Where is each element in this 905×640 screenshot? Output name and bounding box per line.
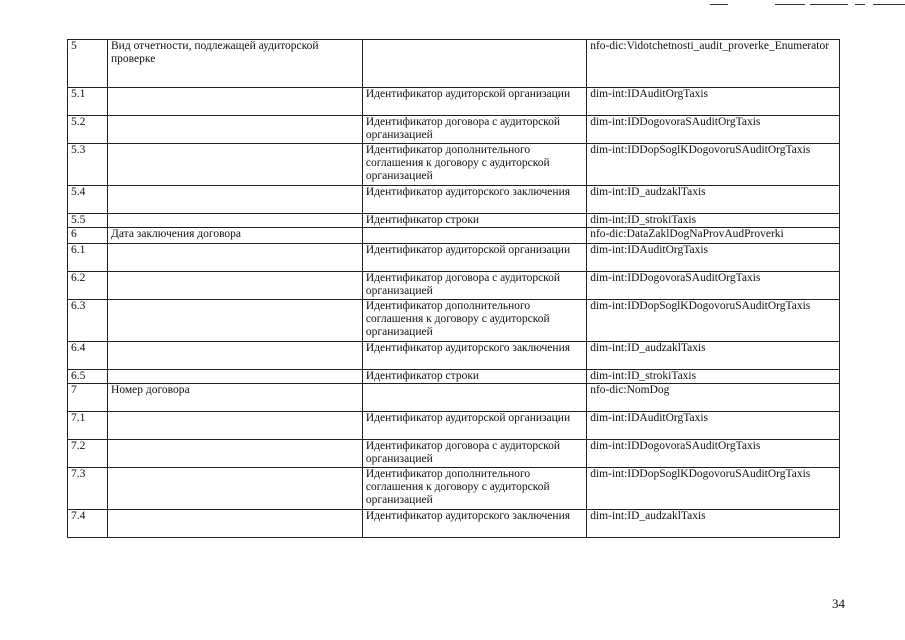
- row-dimension-name: Идентификатор дополнительного соглашения к договору с аудиторской организацией: [362, 144, 586, 186]
- taxonomy-table: [67, 39, 840, 538]
- row-element-code: dim-int:IDAuditOrgTaxis: [587, 412, 840, 440]
- row-number: 6.5: [68, 370, 108, 384]
- row-element-code: dim-int:IDDopSoglKDogovoruSAuditOrgTaxis: [587, 468, 840, 510]
- table-row: [68, 40, 840, 88]
- row-indicator-name: [108, 342, 363, 370]
- row-number: 6.3: [68, 300, 108, 342]
- row-indicator-name: [108, 214, 363, 228]
- row-dimension-name: Идентификатор аудиторского заключения: [362, 510, 586, 538]
- table-row: [68, 300, 840, 342]
- row-indicator-name: [108, 244, 363, 272]
- scan-edge-marks: [705, 0, 905, 8]
- row-indicator-name: [108, 300, 363, 342]
- row-dimension-name: Идентификатор договора с аудиторской организацией: [362, 440, 586, 468]
- row-element-code: dim-int:IDAuditOrgTaxis: [587, 244, 840, 272]
- row-dimension-name: Идентификатор аудиторской организации: [362, 88, 586, 116]
- table-row: [68, 510, 840, 538]
- table-row: [68, 214, 840, 228]
- row-dimension-name: [362, 228, 586, 244]
- row-dimension-name: Идентификатор строки: [362, 370, 586, 384]
- table-row: [68, 244, 840, 272]
- page-number: 34: [832, 596, 845, 611]
- row-number: 7.4: [68, 510, 108, 538]
- row-dimension-name: Идентификатор аудиторской организации: [362, 412, 586, 440]
- row-number: 5.1: [68, 88, 108, 116]
- row-dimension-name: Идентификатор дополнительного соглашения к договору с аудиторской организацией: [362, 468, 586, 510]
- row-dimension-name: Идентификатор аудиторского заключения: [362, 186, 586, 214]
- table-row: [68, 342, 840, 370]
- row-element-code: dim-int:IDDopSoglKDogovoruSAuditOrgTaxis: [587, 144, 840, 186]
- row-indicator-name: Дата заключения договора: [108, 228, 363, 244]
- table-row: [68, 412, 840, 440]
- table-body: [68, 40, 840, 538]
- table-row: [68, 272, 840, 300]
- table-row: [68, 228, 840, 244]
- row-indicator-name: [108, 272, 363, 300]
- row-number: 6.1: [68, 244, 108, 272]
- row-dimension-name: Идентификатор строки: [362, 214, 586, 228]
- row-indicator-name: [108, 88, 363, 116]
- row-number: 7.2: [68, 440, 108, 468]
- row-element-code: dim-int:IDAuditOrgTaxis: [587, 88, 840, 116]
- row-number: 7.3: [68, 468, 108, 510]
- table-row: [68, 468, 840, 510]
- row-indicator-name: [108, 186, 363, 214]
- row-indicator-name: [108, 468, 363, 510]
- row-element-code: dim-int:IDDogovoraSAuditOrgTaxis: [587, 440, 840, 468]
- row-dimension-name: Идентификатор договора с аудиторской организацией: [362, 116, 586, 144]
- row-dimension-name: Идентификатор аудиторского заключения: [362, 342, 586, 370]
- row-indicator-name: [108, 412, 363, 440]
- table-row: [68, 144, 840, 186]
- row-element-code: dim-int:ID_strokiTaxis: [587, 370, 840, 384]
- row-number: 5.2: [68, 116, 108, 144]
- row-element-code: dim-int:IDDogovoraSAuditOrgTaxis: [587, 116, 840, 144]
- row-number: 7.1: [68, 412, 108, 440]
- table-row: [68, 88, 840, 116]
- table-row: [68, 186, 840, 214]
- row-element-code: dim-int:ID_audzaklTaxis: [587, 510, 840, 538]
- row-indicator-name: Вид отчетности, подлежащей аудиторской проверке: [108, 40, 363, 88]
- row-indicator-name: Номер договора: [108, 384, 363, 412]
- row-number: 5.5: [68, 214, 108, 228]
- row-number: 6.4: [68, 342, 108, 370]
- row-indicator-name: [108, 510, 363, 538]
- table-row: [68, 384, 840, 412]
- row-element-code: dim-int:IDDogovoraSAuditOrgTaxis: [587, 272, 840, 300]
- row-element-code: nfo-dic:DataZaklDogNaProvAudProverki: [587, 228, 840, 244]
- row-element-code: dim-int:ID_strokiTaxis: [587, 214, 840, 228]
- row-dimension-name: Идентификатор дополнительного соглашения к договору с аудиторской организацией: [362, 300, 586, 342]
- table-row: [68, 370, 840, 384]
- row-indicator-name: [108, 116, 363, 144]
- row-dimension-name: [362, 40, 586, 88]
- table-row: [68, 116, 840, 144]
- row-element-code: nfo-dic:Vidotchetnosti_audit_proverke_Enumerator: [587, 40, 840, 88]
- row-indicator-name: [108, 144, 363, 186]
- row-number: 5: [68, 40, 108, 88]
- row-number: 6.2: [68, 272, 108, 300]
- row-indicator-name: [108, 440, 363, 468]
- row-element-code: nfo-dic:NomDog: [587, 384, 840, 412]
- row-number: 7: [68, 384, 108, 412]
- row-element-code: dim-int:IDDopSoglKDogovoruSAuditOrgTaxis: [587, 300, 840, 342]
- row-indicator-name: [108, 370, 363, 384]
- row-number: 5.4: [68, 186, 108, 214]
- row-element-code: dim-int:ID_audzaklTaxis: [587, 342, 840, 370]
- row-dimension-name: [362, 384, 586, 412]
- row-element-code: dim-int:ID_audzaklTaxis: [587, 186, 840, 214]
- table-row: [68, 440, 840, 468]
- row-dimension-name: Идентификатор договора с аудиторской организацией: [362, 272, 586, 300]
- row-number: 6: [68, 228, 108, 244]
- row-number: 5.3: [68, 144, 108, 186]
- row-dimension-name: Идентификатор аудиторской организации: [362, 244, 586, 272]
